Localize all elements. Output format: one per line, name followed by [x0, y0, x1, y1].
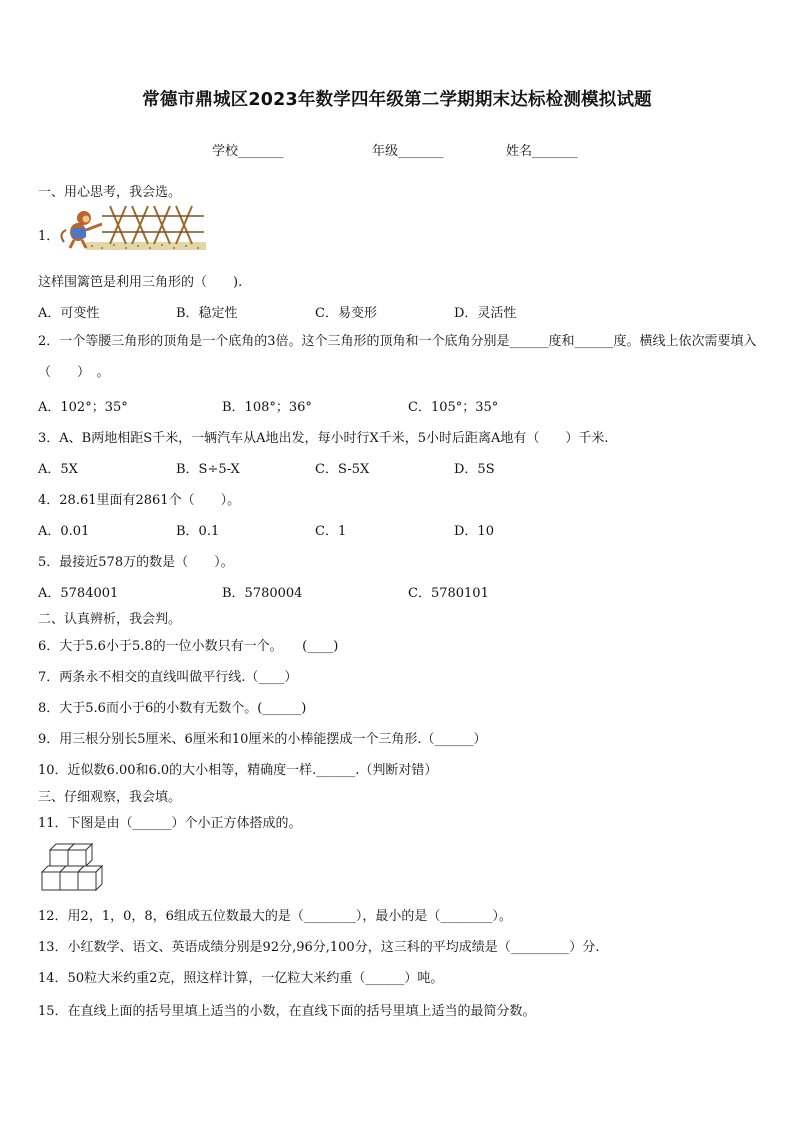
q1-stem: 这样围篱笆是利用三角形的（ ).: [38, 275, 243, 290]
q4-option-a: A．0.01: [38, 524, 90, 539]
section-heading-1: 一、用心思考，我会选。: [38, 185, 182, 200]
q4-option-d: D．10: [454, 524, 494, 539]
q4-option-c: C．1: [315, 524, 347, 539]
q2-option-c: C．105°；35°: [408, 400, 499, 415]
q3-option-c: C．S-5X: [315, 462, 370, 477]
q12-stem: 12．用2，1，0，8，6组成五位数最大的是（________），最小的是（________）。: [38, 909, 512, 924]
q9-stem: 9．用三根分别长5厘米、6厘米和10厘米的小棒能摆成一个三角形.（______）: [38, 732, 487, 747]
q4-stem: 4．28.61里面有2861个（ ）。: [38, 493, 241, 508]
grade-field: 年级_______: [372, 144, 444, 159]
q4-option-b: B．0.1: [176, 524, 220, 539]
q2-option-b: B．108°；36°: [222, 400, 312, 415]
name-field: 姓名_______: [506, 144, 578, 159]
cube-stack-diagram: [40, 838, 110, 894]
q3-option-d: D．5S: [454, 462, 495, 477]
q1-option-b: B．稳定性: [176, 306, 238, 321]
q3-stem: 3．A、B两地相距S千米，一辆汽车从A地出发，每小时行X千米，5小时后距离A地有（ ）千米.: [38, 431, 609, 446]
section-heading-3: 三、仔细观察，我会填。: [38, 790, 182, 805]
q7-stem: 7．两条永不相交的直线叫做平行线.（____）: [38, 670, 298, 685]
school-field: 学校_______: [212, 144, 284, 159]
q2-stem: 2．一个等腰三角形的顶角是一个底角的3倍。这个三角形的顶角和一个底角分别是______度和______度。横线上依次需要填入（ ） 。: [38, 334, 757, 380]
q3-option-a: A．5X: [38, 462, 78, 477]
monkey-fence-illustration: [58, 202, 208, 254]
q5-option-c: C．5780101: [408, 586, 489, 601]
q15-stem: 15．在直线上面的括号里填上适当的小数，在直线下面的括号里填上适当的最简分数。: [38, 1004, 536, 1019]
q1-option-c: C．易变形: [315, 306, 377, 321]
q11-stem: 11．下图是由（______）个小正方体搭成的。: [38, 816, 302, 831]
page-title: 常德市鼎城区2023年数学四年级第二学期期末达标检测模拟试题: [142, 90, 652, 110]
q6-stem: 6．大于5.6小于5.8的一位小数只有一个。 (____): [38, 639, 339, 654]
q1-option-d: D．灵活性: [454, 306, 517, 321]
q5-option-b: B．5780004: [222, 586, 303, 601]
q1-number: 1．: [38, 229, 60, 244]
q1-option-a: A．可变性: [38, 306, 100, 321]
q10-stem: 10．近似数6.00和6.0的大小相等，精确度一样.______.（判断对错）: [38, 763, 438, 778]
q3-option-b: B．S÷5-X: [176, 462, 240, 477]
section-heading-2: 二、认真辨析，我会判。: [38, 612, 182, 627]
q2-option-a: A．102°；35°: [38, 400, 128, 415]
q13-stem: 13．小红数学、语文、英语成绩分别是92分,96分,100分，这三科的平均成绩是（_________）分.: [38, 940, 600, 955]
q14-stem: 14．50粒大米约重2克，照这样计算，一亿粒大米约重（______）吨。: [38, 971, 444, 986]
q8-stem: 8．大于5.6而小于6的小数有无数个。(______): [38, 701, 307, 716]
q5-option-a: A．5784001: [38, 586, 119, 601]
q5-stem: 5．最接近578万的数是（ ）。: [38, 555, 234, 570]
